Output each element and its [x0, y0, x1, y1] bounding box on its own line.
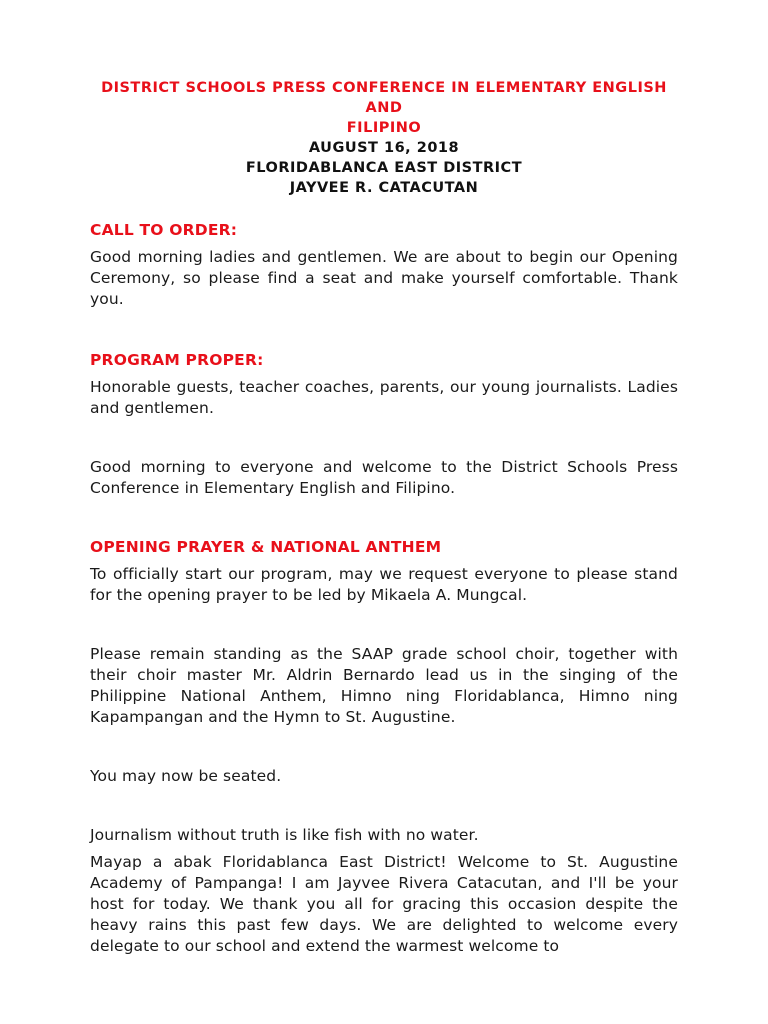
call-to-order-paragraph: Good morning ladies and gentlemen. We are about to begin our Opening Ceremony, so please find a seat and make yourself comfortable. Thank you.	[90, 248, 678, 308]
title-line-2: FILIPINO	[346, 120, 422, 136]
opening-prayer-paragraph-1: To officially start our program, may we request everyone to please stand for the opening prayer to be led by Mikaela A. Mungcal.	[90, 565, 678, 604]
program-proper-heading: PROGRAM PROPER:	[90, 351, 264, 369]
welcome-paragraph: Mayap a abak Floridablanca East District! Welcome to St. Augustine Academy of Pampanga! I am Jayvee Rivera Catacutan, and I'll be your host for today. We thank you all for gracing this occasion despite the heavy rains this past few days. We are delighted to welcome every delegate to our school and extend the warmest welcome to	[90, 853, 678, 955]
opening-prayer-paragraph-2: Please remain standing as the SAAP grade school choir, together with their choir master Mr. Aldrin Bernardo lead us in the singing of the Philippine National Anthem, Himno ning Floridablanca, Himno ning Kapampangan and the Hymn to St. Augustine.	[90, 645, 678, 726]
seated-paragraph: You may now be seated.	[90, 767, 282, 785]
document-page	[90, 78, 678, 957]
opening-prayer-heading: OPENING PRAYER & NATIONAL ANTHEM	[90, 538, 442, 556]
document-header	[90, 78, 678, 198]
host-name: JAYVEE R. CATACUTAN	[289, 180, 479, 196]
journalism-quote: Journalism without truth is like fish with no water.	[90, 826, 479, 844]
program-proper-paragraph-2: Good morning to everyone and welcome to the District Schools Press Conference in Elementary English and Filipino.	[90, 458, 678, 497]
program-proper-paragraph-1: Honorable guests, teacher coaches, parents, our young journalists. Ladies and gentlemen.	[90, 378, 678, 417]
district-name: FLORIDABLANCA EAST DISTRICT	[245, 160, 523, 176]
document-title	[90, 78, 678, 138]
call-to-order-heading: CALL TO ORDER:	[90, 221, 238, 239]
event-date: AUGUST 16, 2018	[308, 140, 460, 156]
title-line-1: DISTRICT SCHOOLS PRESS CONFERENCE IN ELEMENTARY ENGLISH AND	[101, 80, 667, 116]
